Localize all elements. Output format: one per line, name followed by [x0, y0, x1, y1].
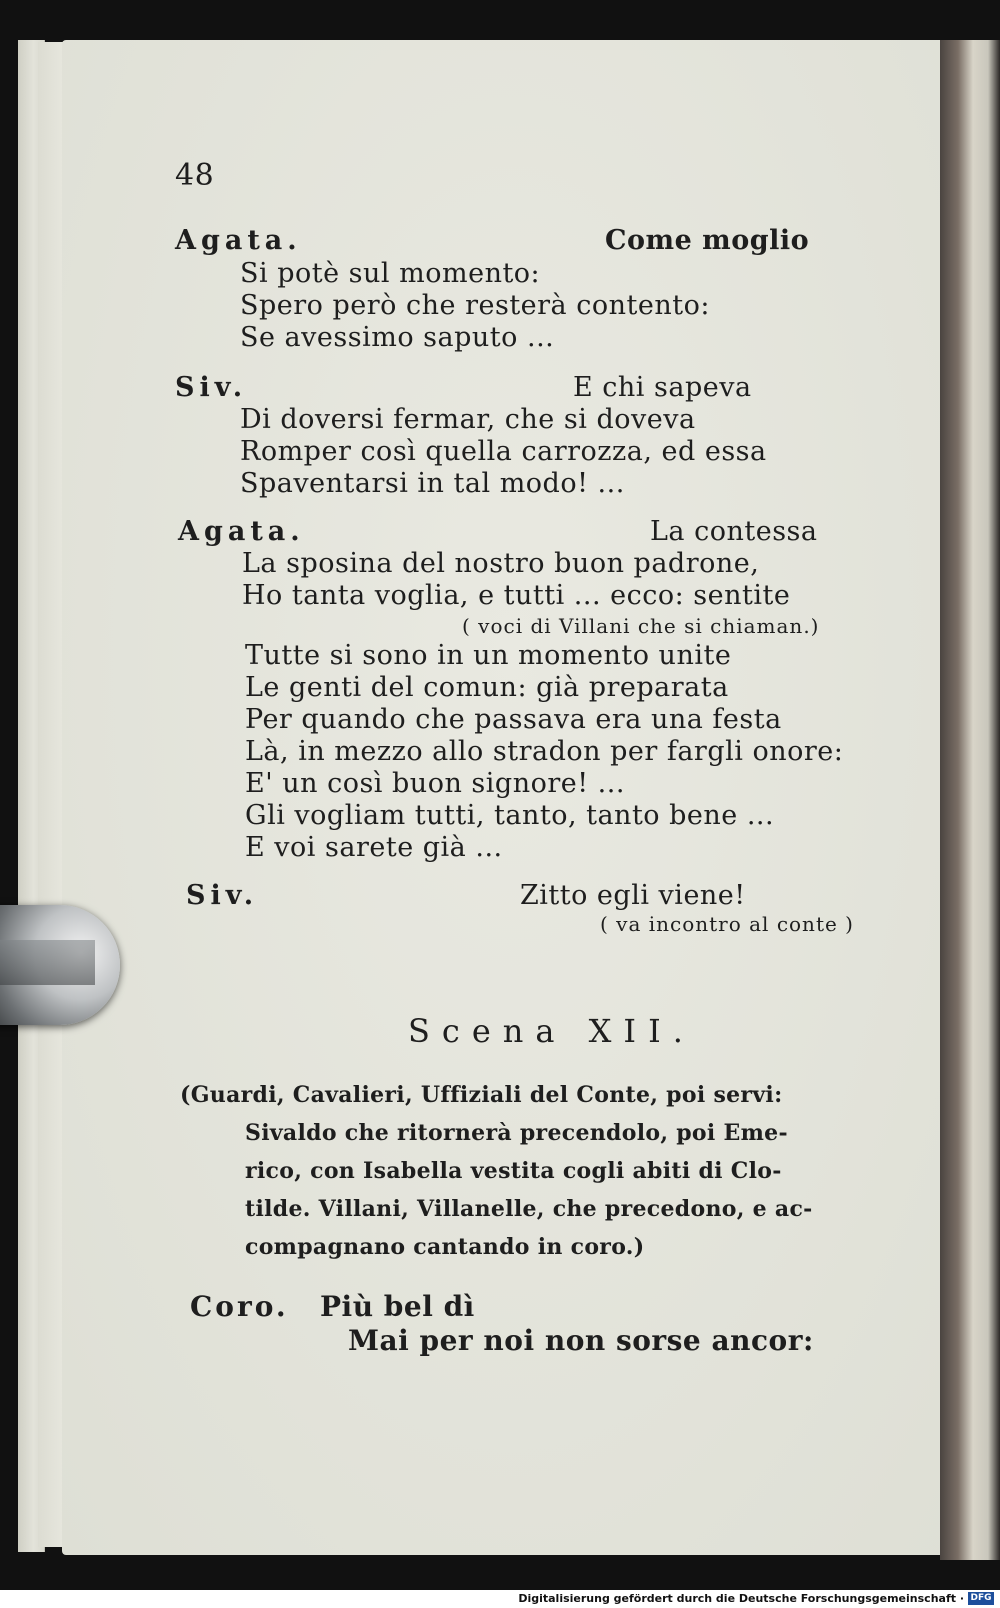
- speaker-coro: Coro.: [190, 1290, 289, 1323]
- speaker-sivaldo: Siv.: [175, 372, 248, 403]
- speaker-agata: Agata.: [178, 516, 305, 547]
- dialogue-line: Spaventarsi in tal modo! ...: [240, 468, 625, 499]
- dialogue-line: Zitto egli viene!: [520, 880, 746, 911]
- stage-note: ( voci di Villani che si chiaman.): [462, 614, 820, 638]
- dialogue-line: Per quando che passava era una festa: [245, 704, 782, 735]
- dfg-logo-icon: DFG: [968, 1592, 994, 1605]
- speaker-sivaldo: Siv.: [186, 880, 259, 911]
- dialogue-line: La sposina del nostro buon padrone,: [242, 548, 760, 579]
- book-binding: [940, 40, 1000, 1560]
- dialogue-line: Spero però che resterà contento:: [240, 290, 710, 321]
- chorus-line: Più bel dì: [320, 1290, 475, 1323]
- dialogue-line: Là, in mezzo allo stradon per fargli onore:: [245, 736, 844, 767]
- dialogue-line: Gli vogliam tutti, tanto, tanto bene ...: [245, 800, 775, 831]
- footer-bar: [0, 1590, 1000, 1608]
- stage-direction-line: compagnano cantando in coro.): [245, 1234, 645, 1260]
- dialogue-line: Tutte si sono in un momento unite: [245, 640, 732, 671]
- stage-note: ( va incontro al conte ): [600, 912, 854, 936]
- dialogue-line: La contessa: [650, 516, 818, 547]
- dialogue-line: Ho tanta voglia, e tutti ... ecco: sentite: [242, 580, 791, 611]
- stage-direction-line: rico, con Isabella vestita cogli abiti di Clo-: [245, 1158, 782, 1184]
- page-number: 48: [175, 158, 215, 193]
- dialogue-line: Come moglio: [605, 225, 810, 256]
- stage-direction-line: (Guardi, Cavalieri, Uffiziali del Conte, poi servi:: [180, 1082, 783, 1108]
- chorus-line: Mai per noi non sorse ancor:: [348, 1324, 814, 1357]
- dialogue-line: Romper così quella carrozza, ed essa: [240, 436, 767, 467]
- dialogue-line: E chi sapeva: [573, 372, 752, 403]
- dialogue-line: Si potè sul momento:: [240, 258, 541, 289]
- dialogue-line: E voi sarete già ...: [245, 832, 503, 863]
- footer-credit: Digitalisierung gefördert durch die Deutsche Forschungsgemeinschaft ·: [518, 1592, 964, 1605]
- speaker-agata: Agata.: [175, 225, 302, 256]
- book-clip-shadow: [0, 940, 95, 985]
- dialogue-line: Di doversi fermar, che si doveva: [240, 404, 696, 435]
- dialogue-line: Le genti del comun: già preparata: [245, 672, 729, 703]
- dialogue-line: Se avessimo saputo ...: [240, 322, 555, 353]
- scene-title: Scena XII.: [408, 1012, 695, 1050]
- dialogue-line: E' un così buon signore! ...: [245, 768, 625, 799]
- stage-direction-line: tilde. Villani, Villanelle, che precedono, e ac-: [245, 1196, 813, 1222]
- stage-direction-line: Sivaldo che ritornerà precendolo, poi Eme-: [245, 1120, 788, 1146]
